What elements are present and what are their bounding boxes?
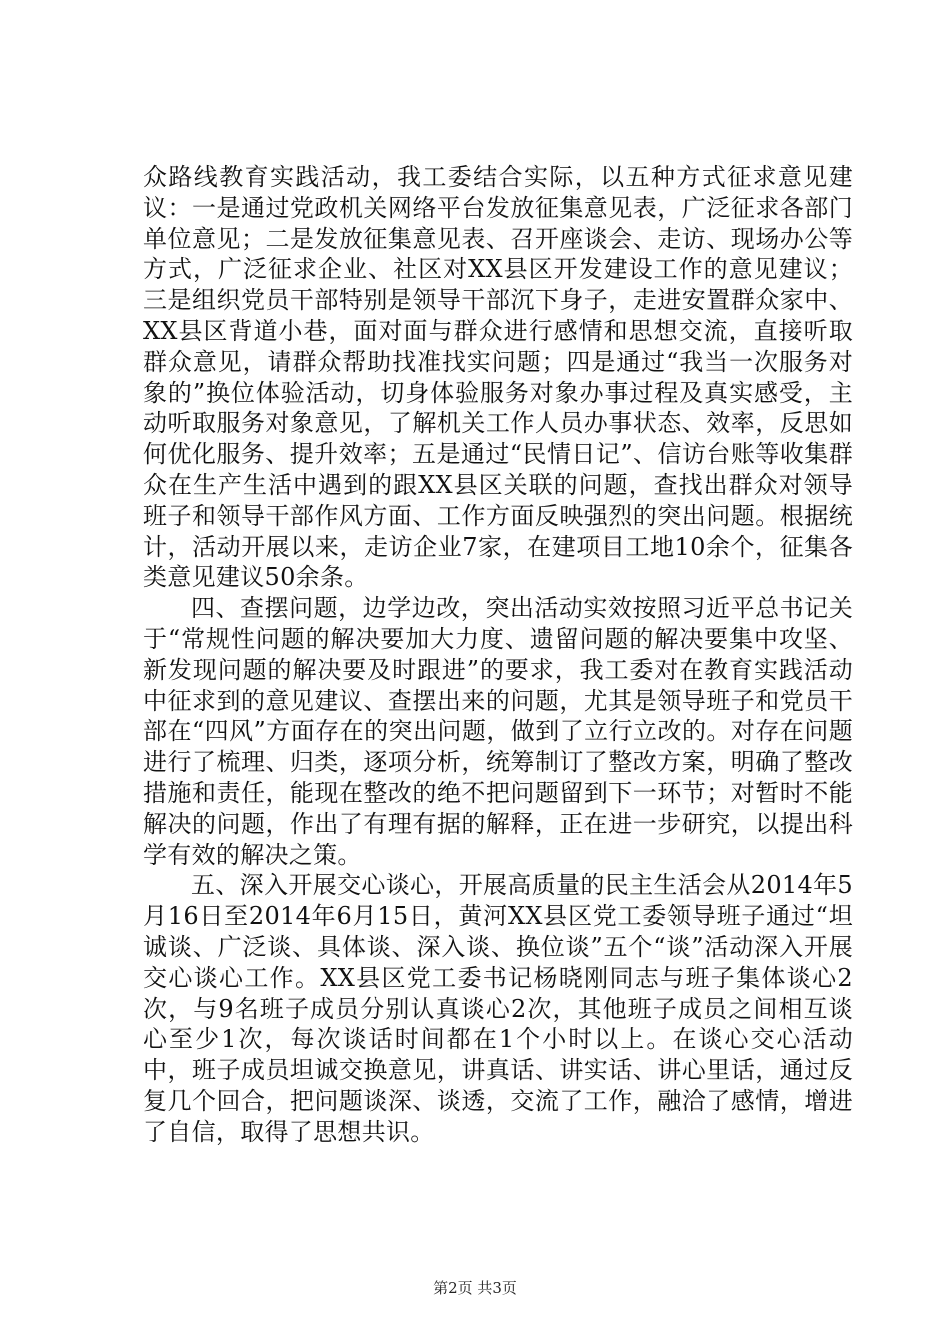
document-body (143, 162, 853, 1148)
paragraph-section-four: 四、查摆问题，边学边改，突出活动实效按照习近平总书记关于“常规性问题的解决要加大力度、遗留问题的解决要集中攻坚、新发现问题的解决要及时跟进”的要求，我工委对在教育实践活动中征求到的意见建议、查摆出来的问题，尤其是领导班子和党员干部在“四风”方面存在的突出问题，做到了立行立改的。对存在问题进行了梳理、归类，逐项分析，统筹制订了整改方案，明确了整改措施和责任，能现在整改的绝不把问题留到下一环节；对暂时不能解决的问题，作出了有理有据的解释，正在进一步研究，以提出科学有效的解决之策。 (143, 594, 853, 869)
paragraph-continuation: 众路线教育实践活动，我工委结合实际，以五种方式征求意见建议：一是通过党政机关网络平台发放征集意见表，广泛征求各部门单位意见；二是发放征集意见表、召开座谈会、走访、现场办公等方式，广泛征求企业、社区对XX县区开发建设工作的意见建议；三是组织党员干部特别是领导干部沉下身子，走进安置群众家中、XX县区背道小巷，面对面与群众进行感情和思想交流，直接听取群众意见，请群众帮助找准找实问题；四是通过“我当一次服务对象的”换位体验活动，切身体验服务对象办事过程及真实感受，主动听取服务对象意见，了解机关工作人员办事状态、效率，反思如何优化服务、提升效率；五是通过“民情日记”、信访台账等收集群众在生产生活中遇到的跟XX县区关联的问题，查找出群众对领导班子和领导干部作风方面、工作方面反映强烈的突出问题。根据统计，活动开展以来，走访企业7家，在建项目工地10余个，征集各类意见建议50余条。 (143, 163, 853, 592)
paragraph-section-five: 五、深入开展交心谈心，开展高质量的民主生活会从2014年5月16日至2014年6月15日，黄河XX县区党工委领导班子通过“坦诚谈、广泛谈、具体谈、深入谈、换位谈”五个“谈”活动深入开展交心谈心工作。XX县区党工委书记杨晓刚同志与班子集体谈心2次，与9名班子成员分别认真谈心2次，其他班子成员之间相互谈心至少1次，每次谈话时间都在1个小时以上。在谈心交心活动中，班子成员坦诚交换意见，讲真话、讲实话、讲心里话，通过反复几个回合，把问题谈深、谈透，交流了工作，融洽了感情，增进了自信，取得了思想共识。 (143, 871, 853, 1146)
page-number-footer: 第2页 共3页 (433, 1279, 517, 1297)
